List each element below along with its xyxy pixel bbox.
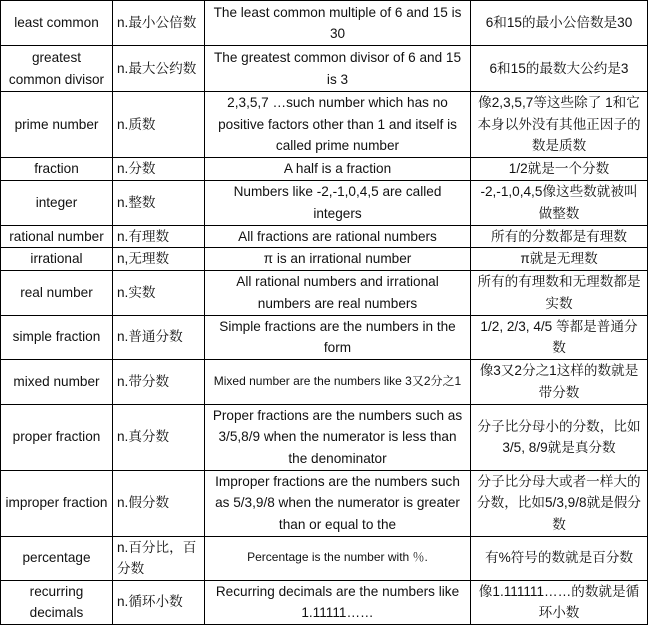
table-row	[1, 315, 648, 359]
table-row	[1, 180, 648, 225]
part-of-speech-cell: n.真分数	[113, 404, 205, 470]
example-cell: Numbers like -2,-1,0,4,5 are called integers	[205, 180, 471, 225]
table-row	[1, 536, 648, 580]
table-row	[1, 1, 648, 46]
table-row	[1, 404, 648, 470]
chinese-cell: -2,-1,0,4,5像这些数就被叫做整数	[471, 180, 648, 225]
part-of-speech-cell: n.假分数	[113, 470, 205, 536]
example-cell: The least common multiple of 6 and 15 is 30	[205, 1, 471, 46]
term-cell: simple fraction	[1, 315, 113, 359]
example-cell: All rational numbers and irrational numbers are real numbers	[205, 270, 471, 315]
part-of-speech-cell: n.最大公约数	[113, 46, 205, 92]
part-of-speech-cell: n,无理数	[113, 248, 205, 271]
example-cell: Recurring decimals are the numbers like 1.11111……	[205, 580, 471, 624]
table-row	[1, 359, 648, 404]
table-row	[1, 580, 648, 624]
example-cell: All fractions are rational numbers	[205, 225, 471, 248]
chinese-cell: 像1.111111……的数就是循环小数	[471, 580, 648, 624]
part-of-speech-cell: n.循环小数	[113, 580, 205, 624]
example-cell: π is an irrational number	[205, 248, 471, 271]
term-cell: least common	[1, 1, 113, 46]
table-row	[1, 270, 648, 315]
chinese-cell: 6和15的最小公倍数是30	[471, 1, 648, 46]
chinese-cell: 所有的分数都是有理数	[471, 225, 648, 248]
chinese-cell: 像3又2分之1这样的数就是带分数	[471, 359, 648, 404]
chinese-cell: 像2,3,5,7等这些除了 1和它本身以外没有其他正因子的数是质数	[471, 92, 648, 158]
term-cell: integer	[1, 180, 113, 225]
chinese-cell: 分子比分母大或者一样大的分数，比如5/3,9/8就是假分数	[471, 470, 648, 536]
chinese-cell: 有%符号的数就是百分数	[471, 536, 648, 580]
part-of-speech-cell: n.有理数	[113, 225, 205, 248]
term-cell: proper fraction	[1, 404, 113, 470]
table-row	[1, 158, 648, 181]
chinese-cell: 1/2就是一个分数	[471, 158, 648, 181]
part-of-speech-cell: n.百分比，百分数	[113, 536, 205, 580]
part-of-speech-cell: n.实数	[113, 270, 205, 315]
table-row	[1, 92, 648, 158]
term-cell: mixed number	[1, 359, 113, 404]
term-cell: prime number	[1, 92, 113, 158]
example-cell: Mixed number are the numbers like 3又2分之1	[205, 359, 471, 404]
example-cell: Improper fractions are the numbers such as 5/3,9/8 when the numerator is greater than or equal to the	[205, 470, 471, 536]
term-cell: recurring decimals	[1, 580, 113, 624]
term-cell: real number	[1, 270, 113, 315]
example-cell: The greatest common divisor of 6 and 15 is 3	[205, 46, 471, 92]
example-cell: Proper fractions are the numbers such as 3/5,8/9 when the numerator is less than the denominator	[205, 404, 471, 470]
table-row	[1, 225, 648, 248]
chinese-cell: 所有的有理数和无理数都是实数	[471, 270, 648, 315]
part-of-speech-cell: n.质数	[113, 92, 205, 158]
term-cell: percentage	[1, 536, 113, 580]
part-of-speech-cell: n.分数	[113, 158, 205, 181]
table-row	[1, 46, 648, 92]
example-cell: Percentage is the number with ％.	[205, 536, 471, 580]
part-of-speech-cell: n.带分数	[113, 359, 205, 404]
example-cell: Simple fractions are the numbers in the form	[205, 315, 471, 359]
chinese-cell: 1/2, 2/3, 4/5 等都是普通分数	[471, 315, 648, 359]
example-cell: 2,3,5,7 …such number which has no positive factors other than 1 and itself is called prime number	[205, 92, 471, 158]
chinese-cell: 6和15的最数大公约是3	[471, 46, 648, 92]
term-cell: fraction	[1, 158, 113, 181]
part-of-speech-cell: n.普通分数	[113, 315, 205, 359]
term-cell: rational number	[1, 225, 113, 248]
part-of-speech-cell: n.最小公倍数	[113, 1, 205, 46]
term-cell: irrational	[1, 248, 113, 271]
table-row	[1, 248, 648, 271]
table-row	[1, 470, 648, 536]
chinese-cell: 分子比分母小的分数，比如3/5, 8/9就是真分数	[471, 404, 648, 470]
term-cell: improper fraction	[1, 470, 113, 536]
example-cell: A half is a fraction	[205, 158, 471, 181]
part-of-speech-cell: n.整数	[113, 180, 205, 225]
term-cell: greatest common divisor	[1, 46, 113, 92]
chinese-cell: π就是无理数	[471, 248, 648, 271]
